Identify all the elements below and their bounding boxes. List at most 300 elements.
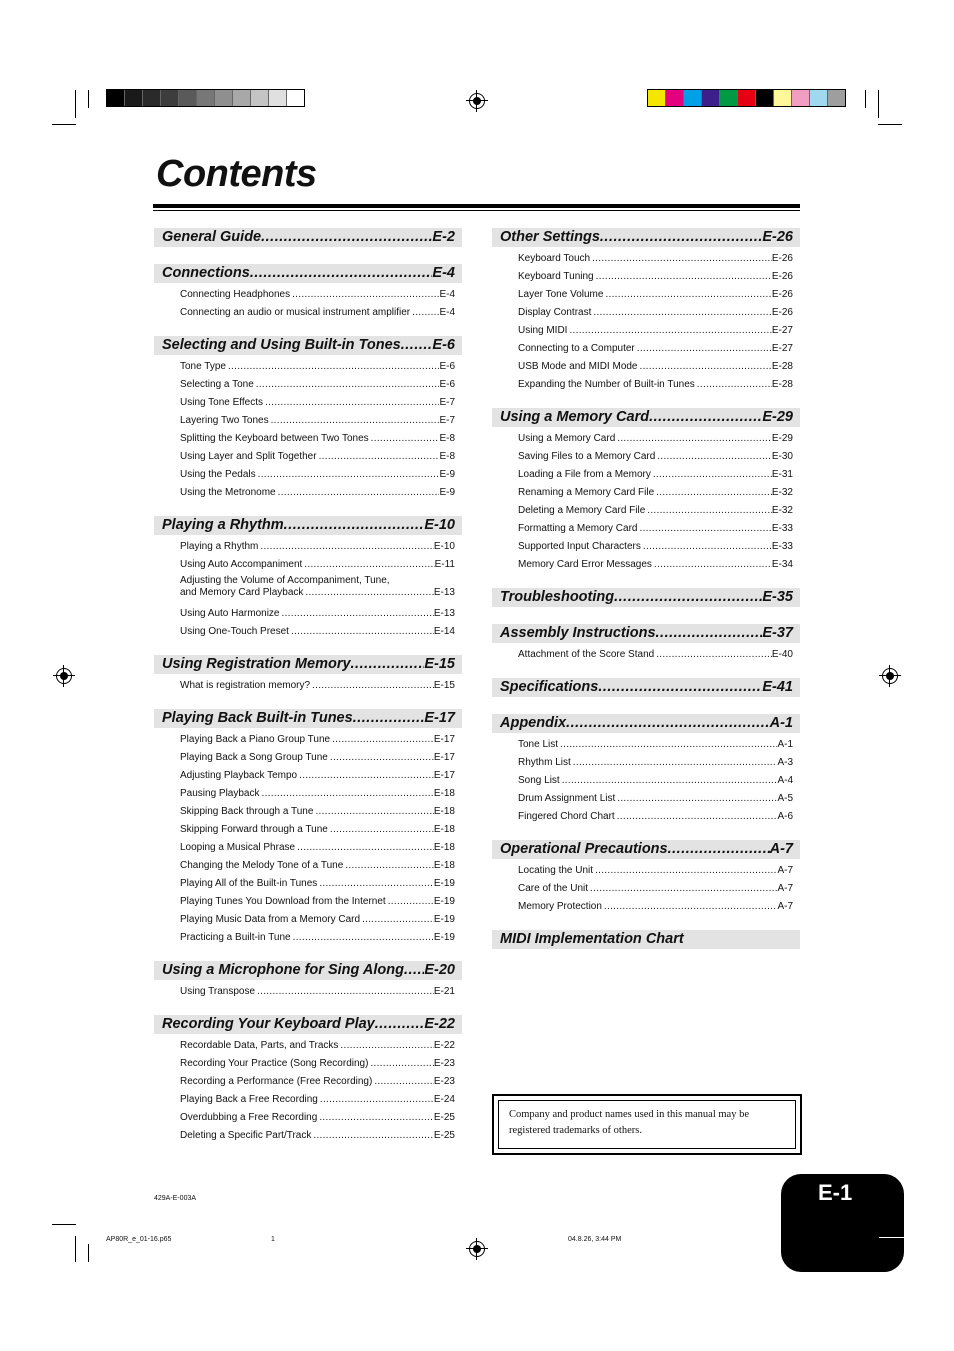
toc-entry-title: Memory Protection — [518, 901, 602, 912]
section-gap — [154, 1001, 462, 1015]
crop-mark — [75, 1236, 76, 1262]
section-heading[interactable] — [492, 588, 800, 607]
toc-entry-page: E-33 — [771, 523, 793, 534]
dot-leader — [600, 228, 762, 247]
section-heading[interactable] — [492, 678, 800, 697]
toc-entry-title: Tone List — [518, 739, 559, 750]
toc-entry-page: E-23 — [433, 1076, 455, 1087]
section-heading-page: E-6 — [432, 337, 455, 353]
toc-entry[interactable] — [492, 736, 800, 754]
toc-entry[interactable] — [492, 808, 800, 826]
toc-entry-title: Skipping Back through a Tune — [180, 806, 314, 817]
toc-entry-title: Keyboard Tuning — [518, 271, 594, 282]
toc-entry-title-cont: and Memory Card Playback — [180, 587, 304, 598]
gray-color-strip — [106, 89, 305, 107]
crop-mark — [878, 90, 879, 118]
toc-entry[interactable] — [154, 430, 462, 448]
section-heading-title: Using Registration Memory — [162, 656, 351, 672]
section-heading-title: Selecting and Using Built-in Tones — [162, 337, 401, 353]
dot-leader — [641, 538, 772, 556]
toc-entry-page: E-32 — [771, 505, 793, 516]
section-heading-title: Connections — [162, 265, 250, 281]
toc-entry[interactable] — [492, 556, 800, 574]
section-heading-title: Appendix — [500, 715, 567, 731]
title-rule — [153, 204, 800, 208]
toc-entry[interactable] — [154, 983, 462, 1001]
toc-entry-title: Using the Pedals — [180, 469, 256, 480]
color-swatch — [269, 90, 287, 106]
toc-entry-page: E-26 — [771, 253, 793, 264]
section-heading-page: E-10 — [424, 517, 455, 533]
toc-entry-title: Attachment of the Score Stand — [518, 649, 655, 660]
toc-entry-page: A-7 — [777, 865, 793, 876]
toc-entry-title: Deleting a Specific Part/Track — [180, 1130, 312, 1141]
dot-leader — [594, 268, 772, 286]
toc-entry[interactable] — [492, 502, 800, 520]
toc-entry-page: E-18 — [433, 860, 455, 871]
dot-leader — [571, 754, 778, 772]
toc-entry[interactable] — [492, 448, 800, 466]
dot-leader — [567, 322, 771, 340]
dot-leader — [603, 286, 771, 304]
toc-entry-title: Supported Input Characters — [518, 541, 641, 552]
dot-leader — [410, 304, 439, 322]
toc-entry[interactable] — [492, 898, 800, 916]
toc-entry-line2 — [180, 587, 455, 599]
section-heading-title: General Guide — [162, 229, 262, 245]
section-heading[interactable] — [154, 516, 462, 535]
toc-entry[interactable] — [492, 304, 800, 322]
section-heading[interactable] — [154, 264, 462, 283]
dot-leader — [598, 678, 762, 697]
page-number: E-1 — [818, 1180, 853, 1205]
dot-leader — [369, 430, 440, 448]
dot-leader — [637, 520, 771, 538]
toc-entry[interactable] — [154, 1127, 462, 1145]
toc-entry[interactable] — [154, 785, 462, 803]
section-gap — [492, 916, 800, 930]
toc-entry-title: Tone Type — [180, 361, 226, 372]
dot-leader — [317, 1109, 434, 1127]
color-swatch — [702, 90, 720, 106]
toc-entry[interactable] — [492, 880, 800, 898]
toc-entry-title: Using Auto Harmonize — [180, 608, 280, 619]
toc-entry[interactable] — [492, 772, 800, 790]
dot-leader — [695, 376, 772, 394]
section-heading[interactable] — [492, 624, 800, 643]
registration-mark-icon — [56, 668, 72, 684]
dot-leader — [284, 516, 425, 535]
toc-entry-title: Memory Card Error Messages — [518, 559, 652, 570]
dot-leader — [328, 749, 434, 767]
toc-entry-page: A-5 — [777, 793, 793, 804]
dot-leader — [290, 286, 439, 304]
toc-entry-page: A-6 — [777, 811, 793, 822]
toc-entry-page: E-40 — [771, 649, 793, 660]
section-heading[interactable] — [154, 228, 462, 247]
color-swatch — [810, 90, 828, 106]
crop-mark — [75, 90, 76, 118]
toc-entry[interactable] — [492, 340, 800, 358]
toc-entry-title: Selecting a Tone — [180, 379, 254, 390]
color-swatch — [792, 90, 810, 106]
toc-entry-page: A-4 — [777, 775, 793, 786]
toc-entry[interactable] — [154, 803, 462, 821]
registration-mark-icon — [882, 668, 898, 684]
toc-entry-page: E-19 — [433, 896, 455, 907]
section-heading[interactable] — [492, 840, 800, 859]
toc-entry-page: E-27 — [771, 325, 793, 336]
toc-entry-page: E-26 — [771, 271, 793, 282]
toc-entry-title: Using MIDI — [518, 325, 568, 336]
dot-leader — [591, 304, 772, 322]
toc-entry-title: Using the Metronome — [180, 487, 276, 498]
toc-entry[interactable] — [492, 466, 800, 484]
toc-entry[interactable] — [154, 574, 462, 605]
dot-leader — [289, 623, 434, 641]
toc-entry[interactable] — [154, 376, 462, 394]
dot-leader — [311, 1127, 434, 1145]
section-gap — [492, 826, 800, 840]
crop-mark — [52, 124, 76, 125]
section-heading-title: Assembly Instructions — [500, 625, 656, 641]
toc-entry-title: Looping a Musical Phrase — [180, 842, 296, 853]
section-heading-page: E-26 — [762, 229, 793, 245]
toc-entry[interactable] — [492, 286, 800, 304]
toc-entry-title: Renaming a Memory Card File — [518, 487, 655, 498]
toc-entry-page: E-18 — [433, 788, 455, 799]
toc-entry-title: What is registration memory? — [180, 680, 311, 691]
toc-entry-title: Song List — [518, 775, 560, 786]
tab-crop-line — [879, 1237, 904, 1238]
dot-leader — [269, 412, 440, 430]
trademark-note: Company and product names used in this manual may be registered trademarks of others. — [498, 1100, 796, 1149]
toc-entry[interactable] — [492, 790, 800, 808]
toc-entry-title: Rhythm List — [518, 757, 571, 768]
dot-leader — [668, 840, 770, 859]
toc-entry[interactable] — [154, 623, 462, 641]
toc-entry-page: E-18 — [433, 806, 455, 817]
toc-entry[interactable] — [154, 893, 462, 911]
toc-entry[interactable] — [154, 1037, 462, 1055]
toc-entry-page: E-22 — [433, 1040, 455, 1051]
dot-leader — [588, 880, 777, 898]
section-gap — [154, 1145, 462, 1159]
toc-entry-page: E-6 — [439, 379, 455, 390]
toc-entry-page: E-23 — [433, 1058, 455, 1069]
toc-entry[interactable] — [154, 304, 462, 322]
toc-entry[interactable] — [154, 412, 462, 430]
section-gap — [154, 502, 462, 516]
toc-entry-page: E-21 — [433, 986, 455, 997]
toc-entry-title: Playing Back a Free Recording — [180, 1094, 318, 1105]
toc-entry-title: Recordable Data, Parts, and Tracks — [180, 1040, 339, 1051]
toc-entry[interactable] — [154, 1109, 462, 1127]
toc-entry[interactable] — [492, 520, 800, 538]
crop-mark — [878, 124, 902, 125]
toc-entry-title: Formatting a Memory Card — [518, 523, 638, 534]
toc-entry[interactable] — [492, 754, 800, 772]
cmyk-color-strip — [647, 89, 846, 107]
footer-timestamp: 04.8.26, 3:44 PM — [568, 1236, 622, 1243]
toc-entry-title: Display Contrast — [518, 307, 592, 318]
dot-leader — [250, 264, 433, 283]
toc-entry-title: Playing All of the Built-in Tunes — [180, 878, 318, 889]
dot-leader — [566, 714, 770, 733]
toc-entry[interactable] — [492, 538, 800, 556]
toc-entry[interactable] — [154, 821, 462, 839]
section-heading-title: Troubleshooting — [500, 589, 615, 605]
crop-mark — [52, 1224, 76, 1225]
toc-entry[interactable] — [154, 767, 462, 785]
crop-mark — [88, 1244, 89, 1262]
toc-entry-page: E-28 — [771, 379, 793, 390]
dot-leader — [258, 538, 434, 556]
toc-entry-title: Adjusting the Volume of Accompaniment, Tune, — [180, 575, 390, 586]
color-swatch — [143, 90, 161, 106]
section-heading-title: Using a Memory Card — [500, 409, 650, 425]
dot-leader — [638, 358, 772, 376]
dot-leader — [291, 929, 434, 947]
toc-entry-title: Deleting a Memory Card File — [518, 505, 646, 516]
dot-leader — [261, 228, 432, 247]
toc-entry-page: E-9 — [439, 487, 455, 498]
section-heading[interactable] — [492, 228, 800, 247]
trademark-note-box — [492, 1094, 802, 1155]
dot-leader — [614, 588, 762, 607]
section-gap — [154, 641, 462, 655]
dot-leader — [317, 448, 440, 466]
registration-mark-icon — [469, 1241, 485, 1257]
dot-leader — [353, 709, 425, 728]
title-rule-thin — [153, 210, 800, 211]
toc-entry-page: E-33 — [771, 541, 793, 552]
page-number-tab — [781, 1174, 904, 1272]
toc-entry-page: E-10 — [433, 541, 455, 552]
toc-entry-page: E-34 — [771, 559, 793, 570]
toc-entry-page: A-1 — [777, 739, 793, 750]
toc-entry-title: Recording a Performance (Free Recording) — [180, 1076, 373, 1087]
contents-right-column — [492, 228, 800, 966]
toc-entry-title: USB Mode and MIDI Mode — [518, 361, 638, 372]
dot-leader — [602, 898, 778, 916]
toc-entry[interactable] — [154, 929, 462, 947]
dot-leader — [635, 340, 772, 358]
toc-entry[interactable] — [154, 556, 462, 574]
toc-entry[interactable] — [492, 484, 800, 502]
toc-entry-title: Playing Tunes You Download from the Internet — [180, 896, 386, 907]
toc-entry[interactable] — [154, 448, 462, 466]
toc-entry-title: Drum Assignment List — [518, 793, 616, 804]
color-swatch — [774, 90, 792, 106]
toc-entry[interactable] — [492, 376, 800, 394]
toc-entry-page: E-26 — [771, 307, 793, 318]
toc-entry-title: Using Transpose — [180, 986, 256, 997]
color-swatch — [107, 90, 125, 106]
color-swatch — [233, 90, 251, 106]
toc-entry[interactable] — [154, 839, 462, 857]
section-heading-page: E-17 — [424, 710, 455, 726]
section-heading-title: Using a Microphone for Sing Along — [162, 962, 404, 978]
dot-leader — [372, 1073, 434, 1091]
toc-entry[interactable] — [154, 749, 462, 767]
dot-leader — [645, 502, 772, 520]
section-heading[interactable] — [492, 408, 800, 427]
toc-entry[interactable] — [154, 538, 462, 556]
toc-entry[interactable] — [492, 646, 800, 664]
dot-leader — [401, 336, 433, 355]
section-heading-title: Recording Your Keyboard Play — [162, 1016, 375, 1032]
dot-leader — [254, 376, 440, 394]
toc-entry[interactable] — [492, 358, 800, 376]
dot-leader — [260, 785, 434, 803]
toc-entry-page: E-19 — [433, 914, 455, 925]
dot-leader — [375, 1015, 425, 1034]
toc-entry-page: E-7 — [439, 415, 455, 426]
toc-entry-page: E-31 — [771, 469, 793, 480]
dot-leader — [255, 983, 434, 1001]
color-swatch — [161, 90, 179, 106]
dot-leader — [276, 484, 440, 502]
section-gap — [492, 610, 800, 624]
section-heading-page: A-7 — [769, 841, 793, 857]
dot-leader — [368, 1055, 433, 1073]
toc-entry[interactable] — [492, 862, 800, 880]
dot-leader — [338, 1037, 433, 1055]
toc-entry-title: Using Tone Effects — [180, 397, 264, 408]
toc-entry[interactable] — [154, 677, 462, 695]
section-heading-page: E-4 — [432, 265, 455, 281]
toc-entry-page: E-19 — [433, 932, 455, 943]
toc-entry-title: Playing a Rhythm — [180, 541, 259, 552]
toc-entry-page: E-13 — [433, 587, 455, 598]
toc-entry[interactable] — [492, 268, 800, 286]
toc-entry[interactable] — [154, 394, 462, 412]
toc-entry-title: Skipping Forward through a Tune — [180, 824, 328, 835]
toc-entry-title: Splitting the Keyboard between Two Tones — [180, 433, 369, 444]
toc-entry-title: Loading a File from a Memory — [518, 469, 651, 480]
color-swatch — [215, 90, 233, 106]
dot-leader — [310, 677, 434, 695]
section-heading-page: E-29 — [762, 409, 793, 425]
toc-entry-title: Connecting to a Computer — [518, 343, 635, 354]
registration-mark-icon — [469, 93, 485, 109]
section-heading-page: E-2 — [432, 229, 455, 245]
toc-entry-title: Playing Music Data from a Memory Card — [180, 914, 361, 925]
toc-entry[interactable] — [492, 250, 800, 268]
toc-entry[interactable] — [154, 484, 462, 502]
dot-leader — [328, 821, 434, 839]
dot-leader — [404, 961, 424, 980]
footer-page: 1 — [271, 1236, 275, 1243]
toc-entry-page: E-18 — [433, 842, 455, 853]
toc-entry-page: E-32 — [771, 487, 793, 498]
dot-leader — [297, 767, 434, 785]
toc-entry-title: Locating the Unit — [518, 865, 594, 876]
dot-leader — [226, 358, 439, 376]
footer-file: AP80R_e_01-16.p65 — [106, 1236, 172, 1243]
section-gap — [154, 695, 462, 709]
dot-leader — [649, 408, 762, 427]
toc-entry[interactable] — [154, 358, 462, 376]
section-heading-title: Other Settings — [500, 229, 600, 245]
toc-entry-page: E-25 — [433, 1112, 455, 1123]
toc-entry-page: E-17 — [433, 770, 455, 781]
dot-leader — [263, 394, 439, 412]
toc-entry[interactable] — [154, 731, 462, 749]
page-title: Contents — [156, 153, 317, 195]
dot-leader — [656, 624, 763, 643]
toc-entry-page: E-19 — [433, 878, 455, 889]
toc-entry-page: E-17 — [433, 734, 455, 745]
toc-entry-page: E-7 — [439, 397, 455, 408]
dot-leader — [615, 430, 772, 448]
section-gap — [492, 700, 800, 714]
dot-leader — [295, 839, 434, 857]
toc-entry[interactable] — [154, 857, 462, 875]
toc-entry-title: Using One-Touch Preset — [180, 626, 289, 637]
color-swatch — [720, 90, 738, 106]
section-gap — [492, 574, 800, 588]
toc-entry-page: E-25 — [433, 1130, 455, 1141]
toc-entry[interactable] — [154, 1073, 462, 1091]
toc-entry[interactable] — [492, 430, 800, 448]
dot-leader — [654, 484, 772, 502]
section-heading[interactable] — [492, 930, 800, 949]
toc-entry-title: Expanding the Number of Built-in Tunes — [518, 379, 695, 390]
toc-entry[interactable] — [154, 1091, 462, 1109]
color-swatch — [125, 90, 143, 106]
color-swatch — [197, 90, 215, 106]
section-heading[interactable] — [154, 961, 462, 980]
section-heading[interactable] — [154, 655, 462, 674]
dot-leader — [386, 893, 434, 911]
section-heading[interactable] — [154, 709, 462, 728]
toc-entry[interactable] — [154, 605, 462, 623]
toc-entry-page: A-7 — [777, 883, 793, 894]
section-heading-title: MIDI Implementation Chart — [500, 931, 684, 947]
dot-leader — [302, 556, 434, 574]
color-swatch — [684, 90, 702, 106]
toc-entry-title: Playing Back a Piano Group Tune — [180, 734, 331, 745]
section-heading[interactable] — [154, 336, 462, 355]
dot-leader — [590, 250, 772, 268]
toc-entry[interactable] — [154, 875, 462, 893]
toc-entry[interactable] — [154, 1055, 462, 1073]
dot-leader — [654, 646, 772, 664]
dot-leader — [313, 803, 433, 821]
toc-entry[interactable] — [492, 322, 800, 340]
toc-entry[interactable] — [154, 286, 462, 304]
dot-leader — [343, 857, 434, 875]
section-heading-title: Playing a Rhythm — [162, 517, 284, 533]
toc-entry-page: E-24 — [433, 1094, 455, 1105]
section-gap — [492, 394, 800, 408]
toc-entry-page: E-4 — [439, 289, 455, 300]
toc-entry-page: A-7 — [777, 901, 793, 912]
crop-mark — [88, 90, 89, 108]
toc-entry-page: E-30 — [771, 451, 793, 462]
toc-entry-page: E-18 — [433, 824, 455, 835]
section-heading[interactable] — [154, 1015, 462, 1034]
color-swatch — [828, 90, 845, 106]
toc-entry-title: Adjusting Playback Tempo — [180, 770, 298, 781]
section-heading-title: Specifications — [500, 679, 599, 695]
toc-entry-page: E-6 — [439, 361, 455, 372]
toc-entry[interactable] — [154, 911, 462, 929]
section-heading[interactable] — [492, 714, 800, 733]
toc-entry[interactable] — [154, 466, 462, 484]
